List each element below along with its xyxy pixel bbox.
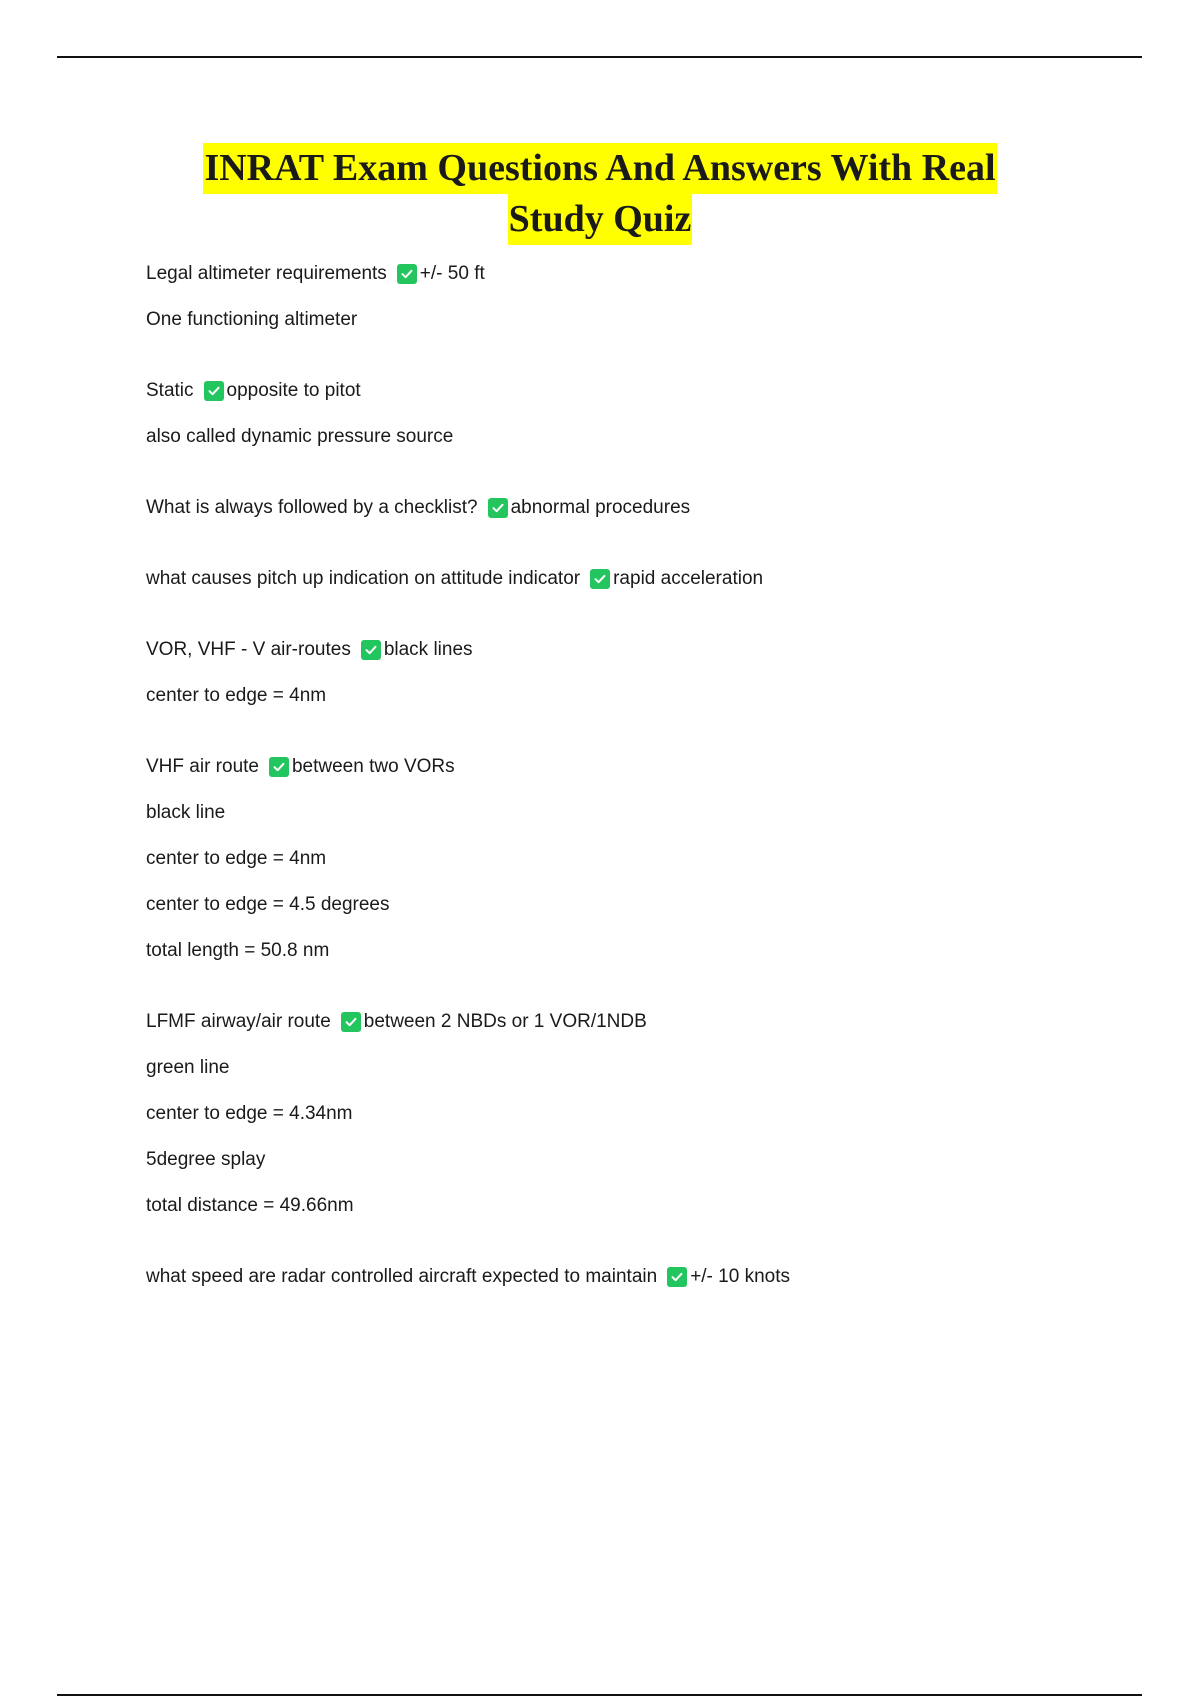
question-text: LFMF airway/air route <box>146 1011 331 1032</box>
question-text: What is always followed by a checklist? <box>146 497 478 518</box>
answer-text: rapid acceleration <box>613 568 764 589</box>
check-mark-icon <box>341 1012 361 1032</box>
qa-entry <box>146 1265 1146 1289</box>
check-mark-icon <box>269 757 289 777</box>
question-line <box>146 379 1146 403</box>
answer-detail-line: also called dynamic pressure source <box>146 426 454 447</box>
qa-entry <box>146 567 1146 591</box>
answer-text: +/- 50 ft <box>419 263 485 284</box>
question-line <box>146 755 1146 779</box>
question-line <box>146 567 1146 591</box>
qa-entry <box>146 638 1146 708</box>
answer-text: black lines <box>383 639 473 660</box>
check-mark-icon <box>204 381 224 401</box>
check-mark-icon <box>590 569 610 589</box>
answer-detail-line: total distance = 49.66nm <box>146 1195 354 1216</box>
qa-entry <box>146 496 1146 520</box>
title-line: INRAT Exam Questions And Answers With Real <box>203 143 996 194</box>
question-text: Legal altimeter requirements <box>146 263 387 284</box>
answer-detail-line: black line <box>146 802 226 823</box>
check-mark-icon <box>488 498 508 518</box>
question-text: Static <box>146 380 194 401</box>
question-line <box>146 262 1146 286</box>
answer-detail-line: center to edge = 4nm <box>146 848 327 869</box>
answer-detail-line: center to edge = 4.34nm <box>146 1103 353 1124</box>
document-title <box>0 143 1200 245</box>
answer-text: between 2 NBDs or 1 VOR/1NDB <box>363 1011 647 1032</box>
answer-detail-line: total length = 50.8 nm <box>146 940 330 961</box>
qa-entry <box>146 755 1146 963</box>
answer-text: opposite to pitot <box>226 380 361 401</box>
answer-detail-line: 5degree splay <box>146 1149 266 1170</box>
question-line <box>146 638 1146 662</box>
answer-detail-line: green line <box>146 1057 230 1078</box>
answer-detail-line: center to edge = 4nm <box>146 685 327 706</box>
answer-detail-line: One functioning altimeter <box>146 309 358 330</box>
bottom-rule <box>57 1694 1142 1696</box>
qa-entry <box>146 262 1146 332</box>
title-line: Study Quiz <box>508 194 693 245</box>
check-mark-icon <box>667 1267 687 1287</box>
top-rule <box>57 56 1142 58</box>
answer-detail-line: center to edge = 4.5 degrees <box>146 894 390 915</box>
question-line <box>146 496 1146 520</box>
question-text: what speed are radar controlled aircraft expected to maintain <box>146 1266 658 1287</box>
qa-entry <box>146 379 1146 449</box>
qa-entry <box>146 1010 1146 1218</box>
question-text: what causes pitch up indication on attitude indicator <box>146 568 581 589</box>
question-text: VOR, VHF - V air-routes <box>146 639 351 660</box>
answer-text: between two VORs <box>291 756 455 777</box>
qa-list <box>146 262 1146 1336</box>
answer-text: abnormal procedures <box>510 497 691 518</box>
answer-text: +/- 10 knots <box>690 1266 790 1287</box>
check-mark-icon <box>397 264 417 284</box>
question-line <box>146 1010 1146 1034</box>
question-line <box>146 1265 1146 1289</box>
check-mark-icon <box>361 640 381 660</box>
question-text: VHF air route <box>146 756 259 777</box>
